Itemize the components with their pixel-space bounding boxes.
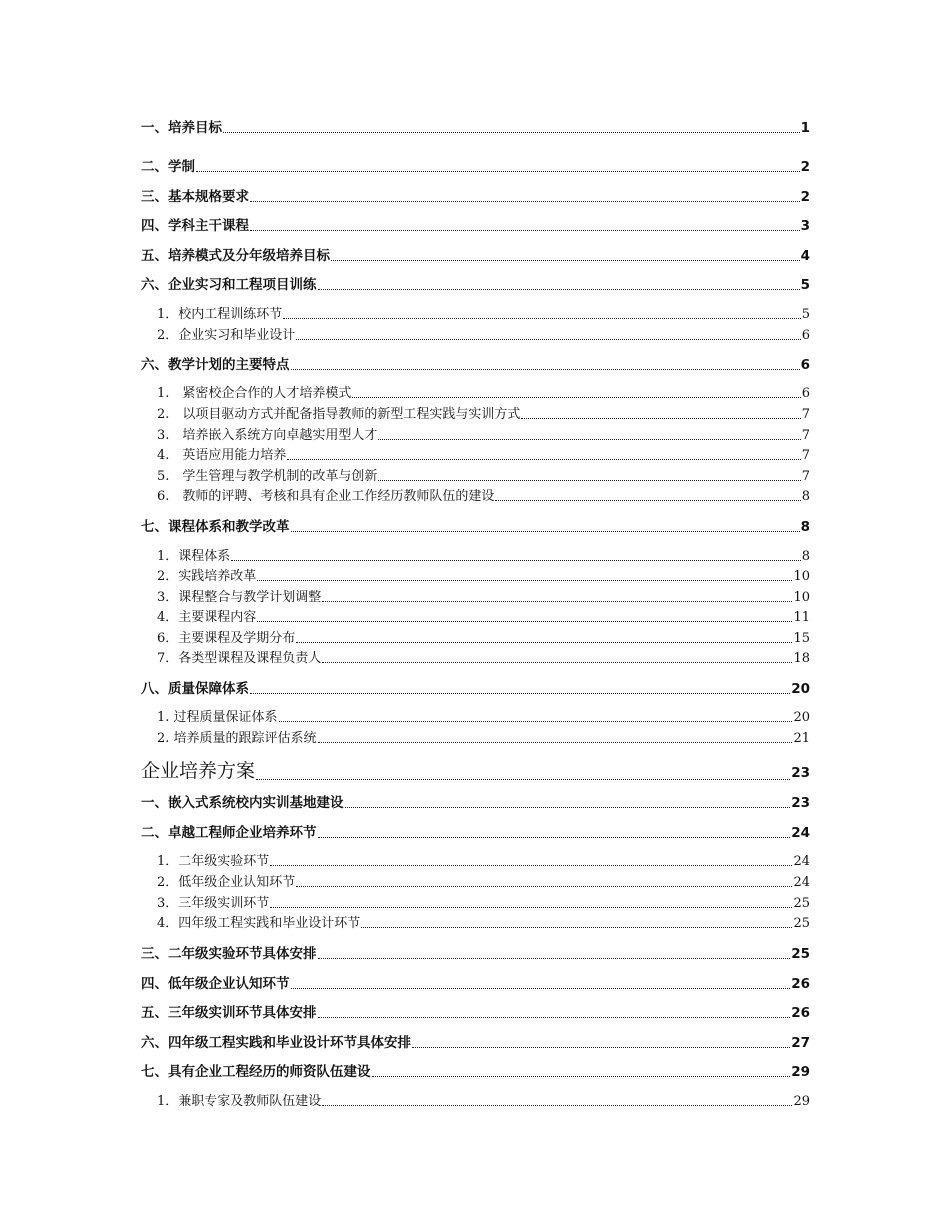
toc-entry-title: 一、培养目标	[141, 119, 222, 136]
toc-entry-title: 6．主要课程及学期分布	[157, 630, 296, 646]
toc-entry[interactable]	[157, 647, 810, 666]
toc-page-number: 20	[791, 680, 810, 697]
toc-dot-leader	[270, 865, 792, 866]
toc-entry-title: 3．三年级实训环节	[157, 895, 270, 911]
toc-entry-title: 1．课程体系	[157, 548, 231, 564]
toc-page-number: 2	[800, 188, 810, 205]
toc-page-number: 3	[800, 217, 810, 234]
toc-page-number: 1	[800, 119, 810, 136]
toc-entry[interactable]	[141, 972, 810, 992]
toc-page-number: 18	[793, 650, 810, 666]
toc-entry[interactable]	[157, 485, 810, 504]
toc-dot-leader	[256, 779, 790, 780]
toc-entry-title: 5. 学生管理与教学机制的改革与创新	[157, 468, 378, 484]
toc-entry-title: 2. 以项目驱动方式并配备指导教师的新型工程实践与实训方式	[157, 406, 521, 422]
toc-page-number: 15	[793, 630, 810, 646]
toc-entry-title: 2．实践培养改革	[157, 568, 257, 584]
toc-dot-leader	[250, 230, 800, 231]
toc-entry-title: 1．二年级实验环节	[157, 853, 270, 869]
toc-dot-leader	[322, 1105, 792, 1106]
toc-dot-leader	[279, 721, 793, 722]
toc-entry[interactable]	[157, 565, 810, 584]
toc-page-number: 24	[793, 874, 810, 890]
toc-page-number: 4	[800, 247, 810, 264]
toc-entry[interactable]	[157, 403, 810, 422]
toc-entry-title: 3. 培养嵌入系统方向卓越实用型人才	[157, 427, 378, 443]
toc-entry-title: 2．低年级企业认知环节	[157, 874, 296, 890]
toc-entry[interactable]	[141, 1031, 810, 1051]
toc-dot-leader	[257, 621, 792, 622]
toc-page-number: 10	[793, 589, 810, 605]
toc-dot-leader	[318, 289, 800, 290]
toc-page-number: 7	[801, 447, 810, 463]
toc-entry-title: 三、基本规格要求	[141, 188, 249, 205]
toc-entry[interactable]	[157, 912, 810, 931]
toc-entry-title: 4．主要课程内容	[157, 609, 257, 625]
toc-page-number: 8	[801, 488, 810, 504]
toc-dot-leader	[521, 418, 800, 419]
toc-entry-title: 四、学科主干课程	[141, 217, 249, 234]
toc-entry[interactable]	[141, 677, 810, 697]
toc-entry-title: 七、具有企业工程经历的师资队伍建设	[141, 1063, 371, 1080]
toc-entry[interactable]	[141, 244, 810, 264]
toc-entry[interactable]	[141, 273, 810, 293]
toc-entry-title: 企业培养方案	[141, 760, 256, 783]
toc-page-number: 5	[801, 306, 810, 322]
toc-dot-leader	[231, 560, 800, 561]
toc-entry[interactable]	[141, 942, 810, 962]
toc-entry-title: 六、企业实习和工程项目训练	[141, 276, 317, 293]
toc-page-number: 5	[800, 276, 810, 293]
toc-entry[interactable]	[141, 821, 810, 841]
toc-entry[interactable]	[157, 871, 810, 890]
toc-dot-leader	[250, 201, 800, 202]
toc-dot-leader	[372, 1076, 791, 1077]
toc-page-number: 20	[793, 709, 810, 725]
toc-entry-title: 4．四年级工程实践和毕业设计环节	[157, 915, 361, 931]
toc-entry-title: 三、二年级实验环节具体安排	[141, 945, 317, 962]
toc-entry-title: 二、卓越工程师企业培养环节	[141, 824, 317, 841]
toc-page-number: 7	[801, 406, 810, 422]
toc-dot-leader	[296, 642, 792, 643]
toc-dot-leader	[291, 531, 800, 532]
toc-page-number: 2	[800, 158, 810, 175]
toc-page-number: 29	[791, 1063, 810, 1080]
toc-entry-title: 7．各类型课程及课程负责人	[157, 650, 322, 666]
toc-page-number: 23	[791, 765, 810, 782]
toc-entry[interactable]	[141, 155, 810, 175]
toc-dot-leader	[291, 369, 800, 370]
toc-entry-title: 八、质量保障体系	[141, 680, 249, 697]
toc-page-number: 8	[801, 548, 810, 564]
toc-page-number: 11	[793, 609, 810, 625]
toc-entry[interactable]	[141, 1001, 810, 1021]
toc-entry-title: 六、四年级工程实践和毕业设计环节具体安排	[141, 1034, 411, 1051]
toc-entry[interactable]	[141, 515, 810, 535]
toc-entry-title: 1．兼职专家及教师队伍建设	[157, 1093, 322, 1109]
table-of-contents	[141, 0, 810, 1230]
toc-dot-leader	[250, 693, 790, 694]
toc-dot-leader	[322, 601, 792, 602]
toc-entry-title: 五、三年级实训环节具体安排	[141, 1004, 317, 1021]
toc-dot-leader	[318, 837, 791, 838]
toc-dot-leader	[318, 1017, 791, 1018]
toc-page-number: 23	[791, 794, 810, 811]
toc-entry-title: 1．校内工程训练环节	[157, 306, 283, 322]
toc-entry-title: 五、培养模式及分年级培养目标	[141, 247, 330, 264]
toc-page-number: 25	[793, 895, 810, 911]
toc-page-number: 7	[801, 427, 810, 443]
toc-entry[interactable]	[157, 606, 810, 625]
toc-dot-leader	[352, 397, 800, 398]
toc-entry-title: 3．课程整合与教学计划调整	[157, 589, 322, 605]
toc-entry[interactable]	[157, 627, 810, 646]
toc-entry-title: 二、学制	[141, 158, 195, 175]
toc-dot-leader	[223, 132, 800, 133]
toc-entry[interactable]	[141, 116, 810, 136]
toc-entry[interactable]	[157, 1090, 810, 1109]
toc-entry[interactable]	[157, 850, 810, 869]
toc-entry-title: 一、嵌入式系统校内实训基地建设	[141, 794, 344, 811]
toc-page-number: 25	[791, 945, 810, 962]
toc-entry[interactable]	[141, 756, 810, 783]
toc-entry[interactable]	[157, 727, 810, 746]
toc-entry[interactable]	[157, 892, 810, 911]
toc-entry[interactable]	[157, 303, 810, 322]
toc-entry-title: 2. 培养质量的跟踪评估系统	[157, 730, 317, 746]
toc-entry[interactable]	[141, 214, 810, 234]
toc-entry[interactable]	[141, 1060, 810, 1080]
toc-entry[interactable]	[157, 545, 810, 564]
toc-dot-leader	[331, 260, 800, 261]
toc-entry-title: 六、教学计划的主要特点	[141, 356, 290, 373]
toc-page-number: 21	[793, 730, 810, 746]
toc-entry[interactable]	[141, 791, 810, 811]
toc-entry-title: 四、低年级企业认知环节	[141, 975, 290, 992]
toc-dot-leader	[361, 927, 792, 928]
toc-entry[interactable]	[141, 353, 810, 373]
toc-entry[interactable]	[157, 382, 810, 401]
toc-dot-leader	[345, 807, 791, 808]
toc-page-number: 26	[791, 975, 810, 992]
toc-entry-title: 七、课程体系和教学改革	[141, 518, 290, 535]
toc-page-number: 24	[793, 853, 810, 869]
toc-entry[interactable]	[141, 185, 810, 205]
toc-dot-leader	[283, 318, 800, 319]
toc-page-number: 26	[791, 1004, 810, 1021]
toc-dot-leader	[322, 662, 792, 663]
toc-entry[interactable]	[157, 586, 810, 605]
toc-entry-title: 4. 英语应用能力培养	[157, 447, 287, 463]
toc-dot-leader	[291, 988, 791, 989]
toc-entry-title: 6. 教师的评聘、考核和具有企业工作经历教师队伍的建设	[157, 488, 495, 504]
toc-page-number: 25	[793, 915, 810, 931]
toc-page-number: 7	[801, 468, 810, 484]
toc-dot-leader	[270, 907, 792, 908]
toc-page-number: 6	[801, 385, 810, 401]
toc-entry-title: 1. 紧密校企合作的人才培养模式	[157, 385, 352, 401]
toc-entry[interactable]	[157, 444, 810, 463]
toc-dot-leader	[296, 339, 800, 340]
toc-dot-leader	[257, 580, 792, 581]
toc-dot-leader	[196, 171, 800, 172]
toc-dot-leader	[412, 1047, 790, 1048]
toc-dot-leader	[287, 459, 800, 460]
toc-page-number: 27	[791, 1034, 810, 1051]
toc-page-number: 6	[800, 356, 810, 373]
toc-entry[interactable]	[157, 324, 810, 343]
toc-entry[interactable]	[157, 706, 810, 725]
toc-dot-leader	[318, 958, 791, 959]
toc-page-number: 8	[800, 518, 810, 535]
toc-page-number: 10	[793, 568, 810, 584]
toc-entry[interactable]	[157, 424, 810, 443]
toc-page-number: 29	[793, 1093, 810, 1109]
toc-dot-leader	[378, 480, 800, 481]
toc-entry-title: 2．企业实习和毕业设计	[157, 327, 296, 343]
toc-dot-leader	[318, 742, 793, 743]
toc-page-number: 24	[791, 824, 810, 841]
toc-dot-leader	[378, 439, 800, 440]
toc-dot-leader	[296, 886, 792, 887]
toc-entry-title: 1. 过程质量保证体系	[157, 709, 278, 725]
toc-dot-leader	[495, 500, 800, 501]
toc-entry[interactable]	[157, 465, 810, 484]
toc-page-number: 6	[801, 327, 810, 343]
